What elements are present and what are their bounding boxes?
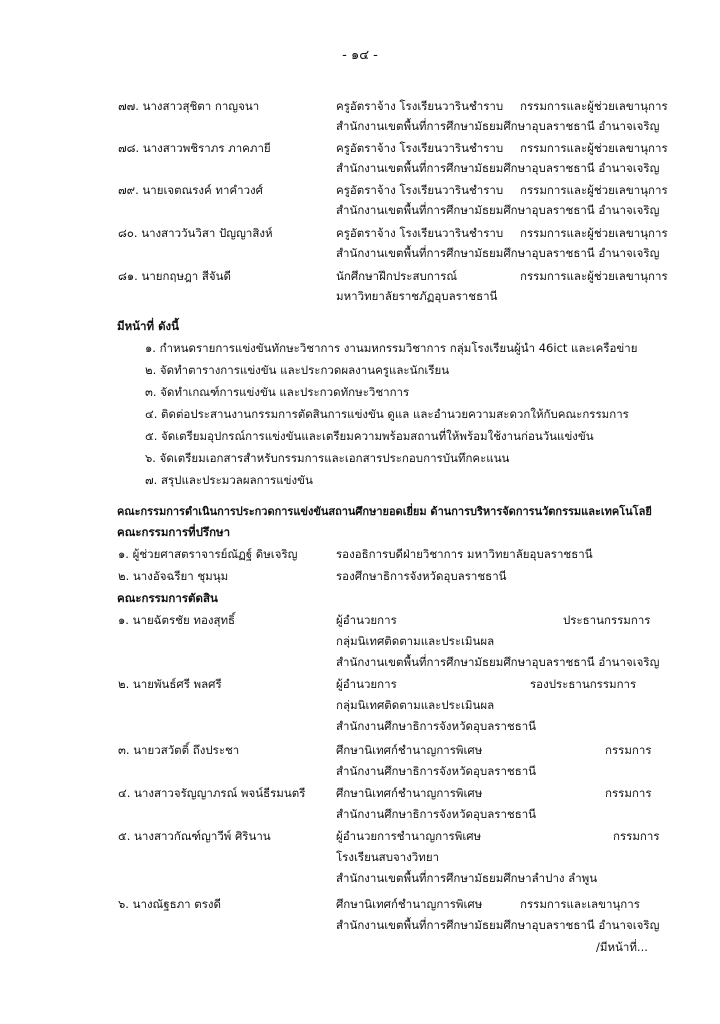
judge-position: ผู้อำนวยการ (336, 613, 397, 627)
judge-office: สำนักงานเขตพื้นที่การศึกษามัธยมศึกษาอุบลราชธานี อำนาจเจริญ (336, 655, 660, 669)
judge-office: สำนักงานเขตพื้นที่การศึกษามัธยมศึกษาอุบลราชธานี อำนาจเจริญ (336, 918, 660, 932)
judge-role: ประธานกรรมการ (563, 613, 651, 627)
judge-department: กลุ่มนิเทศติดตามและประเมินผล (336, 698, 495, 712)
judge-name: ๑. นายฉัตรชัย ทองสุทธิ์ (118, 613, 236, 627)
duty-item: ๖. จัดเตรียมเอกสารสำหรับกรรมการและเอกสารประกอบการบันทึกคะแนน (145, 451, 510, 465)
member-entry (118, 268, 678, 308)
judge-school: โรงเรียนสบจางวิทยา (336, 850, 440, 864)
duty-item: ๔. ติดต่อประสานงานกรรมการตัดสินการแข่งขัน ดูแล และอำนวยความสะดวกให้กับคณะกรรมการ (145, 407, 629, 421)
member-role: กรรมการและผู้ช่วยเลขานุการ (520, 226, 668, 240)
member-office: สำนักงานเขตพื้นที่การศึกษามัธยมศึกษาอุบลราชธานี อำนาจเจริญ (336, 203, 660, 217)
member-entry (118, 98, 678, 138)
member-name: ๘๑. นายกฤษฎา สีจันดี (118, 269, 231, 283)
advisor-name: ๑. ผู้ช่วยศาสตราจารย์ณัฏฐ์ ดิษเจริญ (118, 547, 298, 561)
member-role: กรรมการและผู้ช่วยเลขานุการ (520, 99, 668, 113)
judge-position: ศึกษานิเทศก์ชำนาญการพิเศษ (336, 897, 483, 911)
advisor-position: รองศึกษาธิการจังหวัดอุบลราชธานี (336, 569, 507, 583)
advisors-heading: คณะกรรมการที่ปรึกษา (117, 525, 231, 539)
judge-office: สำนักงานศึกษาธิการจังหวัดอุบลราชธานี (336, 764, 537, 778)
page-number: - ๑๔ - (342, 48, 378, 63)
advisor-name: ๒. นางอัจฉรียา ชุมนุม (118, 569, 229, 583)
member-entry (118, 225, 678, 265)
member-entry (118, 140, 678, 180)
judge-office: สำนักงานเขตพื้นที่การศึกษามัธยมศึกษาลำปาง ลำพูน (336, 871, 598, 885)
member-position: นักศึกษาฝึกประสบการณ์ (336, 269, 458, 283)
duty-item: ๑. กำหนดรายการแข่งขันทักษะวิชาการ งานมหกรรมวิชาการ กลุ่มโรงเรียนผู้นำ 46ict และเครือข่าย (145, 341, 638, 355)
member-position: ครูอัตราจ้าง โรงเรียนวารินชำราบ (336, 99, 504, 113)
duty-item: ๓. จัดทำเกณฑ์การแข่งขัน และประกวดทักษะวิชาการ (145, 385, 410, 399)
judge-role: กรรมการและเลขานุการ (520, 897, 640, 911)
member-role: กรรมการและผู้ช่วยเลขานุการ (520, 183, 668, 197)
judge-position: ผู้อำนวยการชำนาญการพิเศษ (336, 829, 482, 843)
member-position: ครูอัตราจ้าง โรงเรียนวารินชำราบ (336, 183, 504, 197)
judge-role: รองประธานกรรมการ (530, 677, 637, 691)
judge-name: ๓. นายวสวัตติ์ ถึงประชา (118, 743, 240, 757)
member-entry (118, 182, 678, 222)
member-office: มหาวิทยาลัยราชภัฏอุบลราชธานี (336, 289, 498, 303)
judge-department: กลุ่มนิเทศติดตามและประเมินผล (336, 634, 495, 648)
member-name: ๗๙. นายเจตณรงค์ ทาคำวงศ์ (118, 183, 263, 197)
member-position: ครูอัตราจ้าง โรงเรียนวารินชำราบ (336, 141, 504, 155)
judge-name: ๔. นางสาวจรัญญาภรณ์ พจน์ธีรมนตรี (118, 786, 306, 800)
duty-item: ๕. จัดเตรียมอุปกรณ์การแข่งขันและเตรียมความพร้อมสถานที่ให้พร้อมใช้งานก่อนวันแข่งขัน (145, 429, 594, 443)
judge-office: สำนักงานศึกษาธิการจังหวัดอุบลราชธานี (336, 719, 537, 733)
judge-position: ผู้อำนวยการ (336, 677, 397, 691)
member-position: ครูอัตราจ้าง โรงเรียนวารินชำราบ (336, 226, 504, 240)
member-role: กรรมการและผู้ช่วยเลขานุการ (520, 269, 668, 283)
member-name: ๗๘. นางสาวพชิราภร ภาคภายี (118, 141, 271, 155)
judge-name: ๕. นางสาวกัณฑ์ญาวีพ์ ศิรินาน (118, 829, 271, 843)
judge-position: ศึกษานิเทศก์ชำนาญการพิเศษ (336, 786, 483, 800)
judge-role: กรรมการ (605, 786, 652, 800)
judge-position: ศึกษานิเทศก์ชำนาญการพิเศษ (336, 743, 483, 757)
duties-heading: มีหน้าที่ ดังนี้ (117, 319, 180, 333)
judge-office: สำนักงานศึกษาธิการจังหวัดอุบลราชธานี (336, 807, 537, 821)
member-office: สำนักงานเขตพื้นที่การศึกษามัธยมศึกษาอุบลราชธานี อำนาจเจริญ (336, 119, 660, 133)
member-name: ๗๗. นางสาวสุชิตา กาญจนา (118, 99, 260, 113)
member-name: ๘๐. นางสาววันวิสา ปัญญาสิงห์ (118, 226, 273, 240)
judge-name: ๖. นางณัฐธภา ตรงดี (118, 897, 222, 911)
duty-item: ๒. จัดทำตารางการแข่งขัน และประกวดผลงานครูและนักเรียน (145, 363, 450, 377)
member-office: สำนักงานเขตพื้นที่การศึกษามัธยมศึกษาอุบลราชธานี อำนาจเจริญ (336, 161, 660, 175)
continuation-note: /มีหน้าที่... (596, 940, 648, 954)
duty-item: ๗. สรุปและประมวลผลการแข่งขัน (145, 473, 313, 487)
committee-heading: คณะกรรมการดำเนินการประกวดการแข่งขันสถานศึกษายอดเยี่ยม ด้านการบริหารจัดการนวัตกรรมและเทคโนโลยี (117, 505, 652, 518)
judge-role: กรรมการ (613, 829, 660, 843)
advisor-position: รองอธิการบดีฝ่ายวิชาการ มหาวิทยาลัยอุบลราชธานี (336, 547, 593, 561)
member-role: กรรมการและผู้ช่วยเลขานุการ (520, 141, 668, 155)
judges-heading: คณะกรรมการตัดสิน (117, 591, 218, 605)
member-office: สำนักงานเขตพื้นที่การศึกษามัธยมศึกษาอุบลราชธานี อำนาจเจริญ (336, 246, 660, 260)
judge-role: กรรมการ (605, 743, 652, 757)
judge-name: ๒. นายพันธ์ศรี พลศรี (118, 677, 222, 691)
